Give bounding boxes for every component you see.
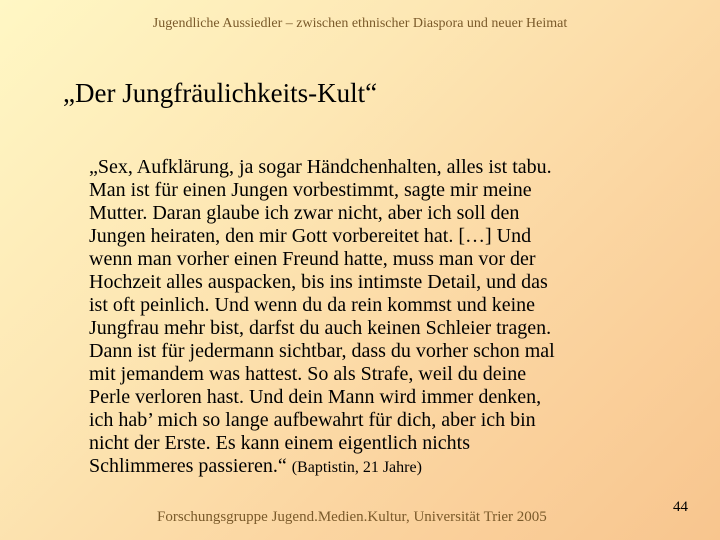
slide-title: „Der Jungfräulichkeits-Kult“ <box>63 78 378 108</box>
quote-line: Jungen heiraten, den mir Gott vorbereitet hat. […] Und <box>89 225 532 247</box>
slide-footer: Forschungsgruppe Jugend.Medien.Kultur, Universität Trier 2005 <box>157 509 547 525</box>
quote-line: Dann ist für jedermann sichtbar, dass du vorher schon mal <box>89 340 555 362</box>
quote-block <box>89 156 669 479</box>
quote-attribution: (Baptistin, 21 Jahre) <box>291 459 422 476</box>
quote-line: mit jemandem was hattest. So als Strafe, weil du deine <box>89 363 527 385</box>
quote-line: Jungfrau mehr bist, darfst du auch keinen Schleier tragen. <box>89 317 552 339</box>
quote-line: ist oft peinlich. Und wenn du da rein kommst und keine <box>89 294 536 316</box>
quote-line: Schlimmeres passieren.“ <box>89 455 287 477</box>
quote-line: Mutter. Daran glaube ich zwar nicht, aber ich soll den <box>89 202 520 224</box>
quote-line: wenn man vorher einen Freund hatte, muss man vor der <box>89 248 536 270</box>
quote-line: „Sex, Aufklärung, ja sogar Händchenhalten, alles ist tabu. <box>89 156 552 178</box>
quote-line: nicht der Erste. Es kann einem eigentlich nichts <box>89 432 470 454</box>
quote-line: ich hab’ mich so lange aufbewahrt für dich, aber ich bin <box>89 409 536 431</box>
quote-last-line <box>89 455 669 479</box>
quote-line: Man ist für einen Jungen vorbestimmt, sagte mir meine <box>89 179 532 201</box>
quote-line: Perle verloren hast. Und dein Mann wird immer denken, <box>89 386 542 408</box>
quote-line: Hochzeit alles auspacken, bis ins intimste Detail, und das <box>89 271 548 293</box>
slide-header: Jugendliche Aussiedler – zwischen ethnischer Diaspora und neuer Heimat <box>152 16 568 31</box>
page-number: 44 <box>673 499 688 515</box>
